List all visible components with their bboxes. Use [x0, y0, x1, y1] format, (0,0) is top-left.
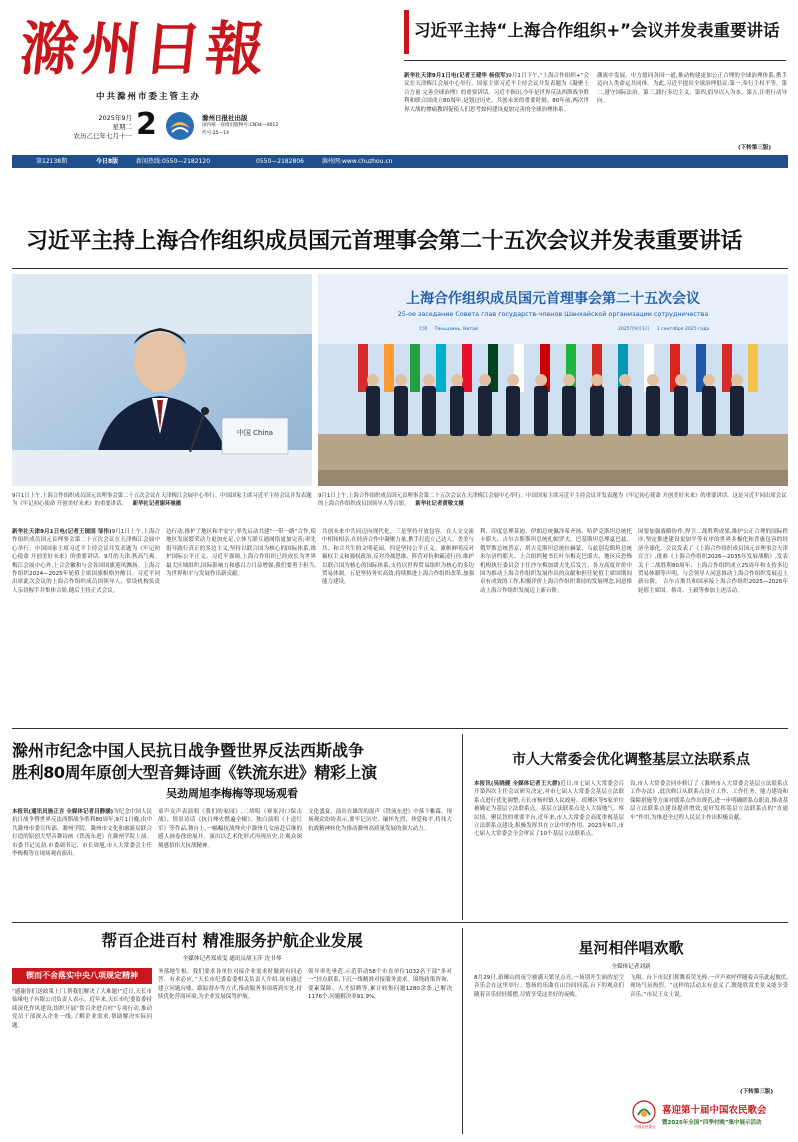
top-story-col-1	[404, 72, 589, 154]
group-photo-banner-ru: 25-ое заседание Совета глав государств-членов Шанхайской организации сотрудничества	[397, 310, 709, 318]
top-story-continue: (下转第三版)	[738, 145, 772, 151]
top-story-dateline: 新华社天津9月1日电(记者王建华 杨依军)	[404, 73, 509, 79]
story5-text-1: 8月29日,琅琊山的夜空被满天繁星点亮,一场别开生面的星空音乐会在这里举行。悠扬的乐曲在山谷间回荡,台下的观众们随着音乐轻轻摇摆,尽情享受这美好的夜晚。	[474, 975, 624, 998]
farmers-song-ad	[630, 1098, 788, 1136]
photo2-credit: 新华社记者黄敬文摄	[415, 501, 464, 507]
top-story-text-2: 潮流中发展。中方愿同各国一道,推动构建更加公正合理的全球治理体系,携手迈向人类命运共同体。为此,习近平提出全球治理倡议:第一,奉行主权平等。第二,遵守国际法治。第三,践行多边主义。第四,倡导以人为本。第五,注重行动导向。	[597, 73, 787, 105]
story5-col-2	[630, 974, 788, 1084]
story4-tag: 锲而不舍落实中央八项规定精神	[12, 968, 152, 984]
farmers-song-ad-line-2: 暨2025年全国“四季村晚”集中展示活动	[662, 1120, 762, 1126]
story2-dateline: 本报讯(通讯员施正言 全媒体记者吕静涵)	[12, 809, 114, 815]
story4-text-3: 领导率先垂范,示范带动58个市直单位1032名干部“多对一”挂点联系,下沉一线精准对接服务需求。围绕政策咨询、要素保障、人才招聘等,累计收集问题1280余条,已解决1176个,问题解决率91.9%。	[308, 969, 452, 1001]
story4-text-2: 务落地生根。我们要求各单位对接企业需求时做到有问必答、有求必应。”天长市纪委监委相关负责人介绍,该市通过建立问题台账、跟踪督办等方式,推动服务事项落到实处,持续优化营商环境,为企业发展保驾护航。	[158, 969, 302, 1001]
story3-text-2: 设,市人大常委会同步修订了《滁州市人大常委会基层立法联系点工作办法》,此次修订从联系点设立工作、工作任务、能力建设和保障措施等方面对联系点作出规范,进一步明确联系点职责,推动基层立法联系点建设提质增效,更好发挥基层立法联系点的“直通车”作用,为推进全过程人民民主作出积极贡献。	[630, 781, 788, 821]
story2-text-1: 为纪念中国人民抗日战争暨世界反法西斯战争胜利80周年,9月1日晚,由中共滁州市委宣传部、滁州学院、滁州市文化和旅游局联合打造的原创大型音舞诗画《铁流东进》在滁州学院上演。市委书记吴劲,市委副书记、市长周旭,市人大常委会主任李梅梅等在现场观看演出。	[12, 809, 152, 858]
story5-dateline: 全媒体记者刘新	[611, 964, 651, 970]
story2-text-2: 童声女声表演唱《我们的家园》,二胡唱《赛家河口保击战》、情景诗话《抗日烽火燃遍全椒》、独白演唱《十送红军》等作品,舞台上,一幅幅抗战烽火中滁州儿女前赴后继的感人画卷徐徐展开。演出以艺术化形式再现历史,让观众深刻感悟伟大抗战精神。	[158, 809, 302, 849]
date-weekday: 星期二	[112, 123, 132, 131]
masthead-publisher-block	[202, 114, 292, 138]
story5-vertical-rule	[462, 928, 463, 1134]
story4-dateline: 全媒体记者郑成雯 通讯员胡玉萍 沈书琴	[182, 956, 282, 962]
city-ru: Тяньцзинь, Китай	[434, 327, 478, 332]
story5-continue: (下转第三版)	[740, 1089, 774, 1095]
masthead-subtitle: 中共滁州市委主管主办	[96, 92, 202, 102]
story5-col-1	[474, 974, 624, 1134]
sco-logo-icon	[164, 110, 196, 142]
story2-subhead: 吴劲周旭李梅梅等现场观看	[166, 787, 298, 800]
date-year-month: 2025年9月	[98, 114, 132, 122]
publication-code: 代号:25—14	[202, 131, 230, 136]
story4-text-1: “感谢你们送政策上门,帮我们解决了大难题!”近日,天长市仙缘电子有限公司负责人表示。近年来,天长市纪委监委持续深化作风建设,组织开展“帮百企进百村”专项行动,推动党员干部深入企业一线,了解企业需求,帮助解决实际问题。	[12, 989, 152, 1029]
group-photo-caption	[318, 492, 788, 526]
date-day: 2	[136, 107, 157, 142]
main-article-col-3	[322, 528, 474, 724]
group-photo-flags-and-leaders	[318, 274, 788, 486]
top-story-divider	[404, 60, 786, 61]
story5-text-2: 飞翔。台下市民们挥舞着荧光棒,一声声欢呼伴随着音乐此起彼伏,现场气氛热烈。“这样的活动太有意义了,既能欣赏美景又能享受音乐。”市民王女士说。	[630, 975, 788, 998]
photo2-caption-text: 9月1日上午,上海合作组织成员国元首理事会第二十五次会议在天津梅江会展中心举行。中国国家主席习近平主持会议并发表题为《牢记初心使命 开创美好未来》的重要讲话。这是习近平同出席会议的上海合作组织成员国领导人等合影。	[318, 493, 787, 507]
farmers-song-ad-line-1: 喜迎第十届中国农民歌会	[662, 1105, 767, 1116]
farmers-song-logo-text: 中国农民歌会	[634, 1125, 656, 1129]
story2-text-3: 文化盛宴。演出在雄浑的混声《铁流东进》中落下帷幕。现场观众纷纷表示,要牢记历史、缅怀先烈、珍爱和平,将伟大抗战精神转化为推动滁州高质量发展的强大动力。	[308, 809, 452, 832]
publication-cn: 国内统一连续出版物号:CN34—0012	[202, 123, 279, 128]
info-bar	[12, 155, 788, 168]
photo1-credit: 新华社记者谢环驰摄	[132, 501, 182, 507]
website-link[interactable]: 滁州网:www.chuzhou.cn	[322, 158, 393, 165]
story4-headline: 帮百企进百村 精准服务护航企业发展	[101, 931, 363, 950]
news-hotline-2: 0550—2182806	[256, 158, 304, 165]
group-photo-banner-cn: 上海合作组织成员国元首理事会第二十五次会议	[406, 291, 700, 307]
main-text-3: 共创未来中共同迈向现代化。三是坚持开放包容。在人文交流中相知相亲,在经济合作中凝聚力量,携手打造立己达人、美美与共、和合共生的文明花园。四是坚持公平正义。旗帜鲜明反对霸权主义和强权政治,反对冷战思维、阵营对抗和霸凌行径,维护以联合国为核心的国际体系,支持以世界贸易组织为核心的多边贸易体制。五是坚持务实高效,持续推进上海合作组织改革,加强能力建设。	[322, 529, 474, 586]
main-text-5: 国要加强战略协作,捍卫二战胜利成果,维护公正合理的国际秩序,坚定推进建设更加平等有序的世界多极化和普惠包容的经济全球化。会议发表了《上海合作组织成员国元首理事会天津宣言》,批准《上海合作组织2026—2035年发展战略》,发表关于二战胜利80周年、上海合作组织成立25周年和支持多边贸易体制等声明。与会领导人同意推动上海合作组织发展迈上新台阶。	[638, 529, 788, 586]
story3-text-1: 近日,市七届人大常委会召开第四次主任会议研究决定,对市七届人大常委会基层立法联系点进行优化调整,天长市杨村镇人民政府、琅琊区等5家单位被确定为基层立法联系点。基层立法联系点是人大接地气、察民情、聚民智的重要平台,近年来,市人大常委会高度重视基层立法联系点建设,积极发挥其在立法中的作用。2023年6月,市七届人大常委会全会审议了10个基层立法联系点。	[474, 781, 624, 838]
main-article-col-5	[638, 528, 788, 724]
story3-vertical-rule	[462, 734, 463, 920]
date-lunar: 农历乙巳年七月十一	[73, 132, 132, 140]
story4-col-2	[158, 968, 302, 1136]
story3-dateline: 本报讯(吴晓健 全媒体记者王大群)	[474, 781, 561, 787]
main-headline-rule	[12, 268, 788, 269]
group-photo	[318, 274, 788, 486]
story2-col-2	[158, 808, 302, 916]
masthead-title: 滁州日報	[16, 15, 272, 83]
page-count: 今日8版	[96, 158, 119, 165]
story5-headline: 星河相伴唱欢歌	[578, 939, 684, 957]
main-text-1: 9月1日上午,上海合作组织成员国元首理事会第二十五次会议在天津梅江会展中心举行。中国国家主席习近平主持会议并发表题为《牢记初心使命 开创美好未来》的重要讲话。9月的天津,秋高气爽。梅江会展中心外,上合会徽和与会各国国旗迎风飘扬。上海合作组织2024—2025年轮值主席国旗帜格外醒目。习近平同出席此次会议的上海合作组织成员国领导人、常设机构负责人亲切握手并集体合影,随后主持正式会议。	[12, 529, 160, 594]
issue-number: 第12138期	[36, 158, 68, 165]
story2-col-1	[12, 808, 152, 916]
xi-speech-photo	[12, 274, 312, 486]
photo1-caption-text: 9月1日上午,上海合作组织成员国元首理事会第二十五次会议在天津梅江会展中心举行。中国国家主席习近平主持会议并发表题为《牢记初心使命 开创美好未来》的重要讲话。	[12, 493, 312, 507]
news-hotline: 新闻热线:0550—2182120	[136, 158, 211, 165]
story2-col-3	[308, 808, 452, 916]
masthead	[14, 10, 279, 150]
story2-headline-2: 胜利80周年原创大型音舞诗画《铁流东进》精彩上演	[12, 763, 377, 782]
nameplate-text: 中国 China	[236, 429, 274, 437]
main-text-4: 利、印度总理莫迪、伊朗总统佩泽希齐扬、哈萨克斯坦总统托卡耶夫、吉尔吉斯斯坦总统扎帕罗夫、巴基斯坦总理夏巴兹、俄罗斯总统普京、塔吉克斯坦总统拉赫蒙、乌兹别克斯坦总统米尔济约耶夫、上合组织秘书长叶尔梅克巴耶夫、地区反恐怖机构执行委员会主任沙尔梅加诺夫先后发言。各方高度评价中国为推动上海合作组织发展作出的贡献和担任轮值主席国期间卓有成效的工作,积极评价上海合作组织秉持的发展理念,同意推动上海合作组织发展迈上新台阶。	[480, 529, 632, 594]
story2-headline-1: 滁州市纪念中国人民抗日战争暨世界反法西斯战争	[12, 741, 365, 760]
masthead-date	[56, 114, 132, 141]
date-ru: 1 сентября 2025 года	[656, 327, 710, 332]
main-article-col-2	[166, 528, 316, 724]
date-cn: 2025年9月1日	[618, 327, 650, 332]
story4-col-1	[12, 988, 152, 1136]
main-text-2: 边行动,推护了地区和平安宁;率先启动共建“一带一路”合作,使地区发展繁荣动力更加充足,立体互联互通网络更加完善;率先倡导践行真正的多边主义,坚持以联合国为核心的国际体系,维护国际公平正义。习近平强调,上海合作组织已经成长为世界最大区域组织,国际影响力和感召力日益增强,我们要勇于担当,为世界和平与发展作出新贡献。	[166, 529, 316, 578]
main-dateline: 新华社天津9月1日电(记者王镜国 邹伟)	[12, 529, 112, 535]
section-divider-1	[12, 728, 788, 729]
main-text-5b: 吉尔吉斯共和国承接上海合作组织2025—2026年轮值主席国。蔡奇、王毅等参加上述活动。	[638, 579, 788, 594]
city-cn: 天津	[418, 327, 428, 332]
top-story-col-2	[597, 72, 787, 144]
story3-col-1	[474, 780, 624, 916]
main-article-col-4	[480, 528, 632, 724]
main-headline: 习近平主持上海合作组织成员国元首理事会第二十五次会议并发表重要讲话	[26, 229, 743, 254]
story3-col-2	[630, 780, 788, 916]
top-story-headline: 习近平主持“上海合作组织+”会议并发表重要讲话	[414, 21, 780, 40]
story3-headline: 市人大常委会优化调整基层立法联系点	[512, 752, 750, 768]
farmers-song-logo-icon	[632, 1100, 656, 1124]
xi-speech-photo-caption	[12, 492, 312, 526]
section-divider-2	[12, 922, 788, 923]
publisher-name: 滁州日报社出版	[202, 114, 248, 122]
top-story-text-1: 9月1日下午,“上海合作组织+”会议在天津梅江会展中心举行。国家主席习近平主持会议并发表题为《凝聚上合力量 完善全球治理》的重要讲话。习近平指出,今年是世界反法西斯战争胜利和联合国成立80周年,是划过历史、共创未来的重要时刻。80年前,两次世界大战的惨痛教训促使人们思考如何建设更加完善的全球治理体系。	[404, 73, 589, 113]
main-article-col-1	[12, 528, 160, 724]
story4-col-3	[308, 968, 452, 1136]
top-story-accent-bar	[404, 10, 409, 54]
